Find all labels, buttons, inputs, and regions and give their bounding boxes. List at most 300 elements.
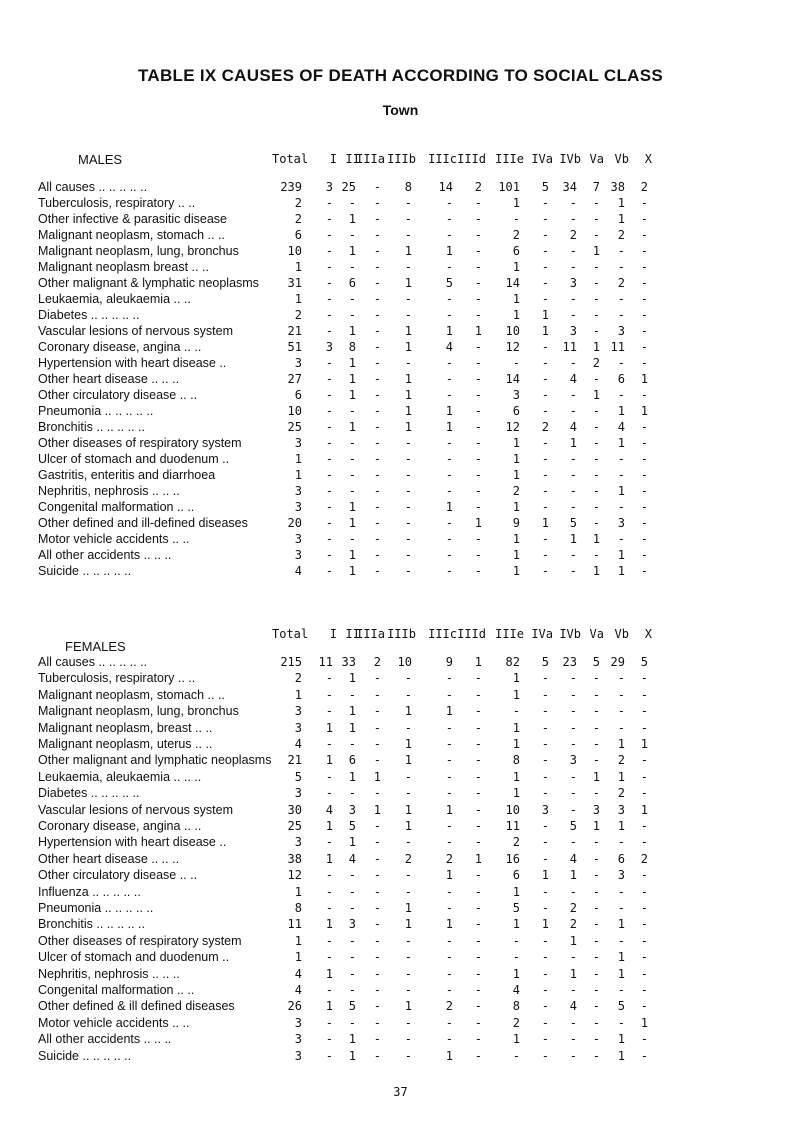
table-cell: - [404,868,412,883]
table-cell: 3 [294,835,302,850]
table-cell: - [348,933,356,948]
table-cell: - [325,452,333,466]
table-cell: - [640,671,648,686]
cause-label: Malignant neoplasm, lung, bronchus [38,244,239,258]
cause-label: Motor vehicle accidents .. .. [38,532,190,546]
table-cell: 3 [325,180,333,194]
column-header-iiic: IIIc [428,152,457,166]
table-cell: - [445,687,453,702]
table-cell: 1 [569,868,577,883]
table-cell: 21 [287,324,302,338]
table-cell: - [541,404,549,418]
table-cell: 11 [610,340,625,354]
table-cell: - [640,687,648,702]
table-cell: - [325,468,333,482]
table-cell: - [404,671,412,686]
table-cell: - [325,884,333,899]
cause-label: Tuberculosis, respiratory .. .. [38,671,196,686]
column-header-va: Va [589,627,604,641]
table-cell: 25 [287,420,302,434]
table-cell: - [404,933,412,948]
table-cell: 1 [617,950,625,965]
table-cell: - [373,687,381,702]
table-cell: 3 [569,753,577,768]
table-cell: - [474,753,482,768]
table-cell: 1 [325,917,333,932]
table-cell: - [445,260,453,274]
table-cell: - [541,532,549,546]
table-cell: 1 [617,564,625,578]
cause-label: Leukaemia, aleukaemia .. .. [38,292,191,306]
table-cell: - [445,548,453,562]
table-cell: 1 [404,404,412,418]
table-cell: - [474,292,482,306]
table-cell: - [541,212,549,226]
table-cell: 1 [617,484,625,498]
table-cell: 5 [617,999,625,1014]
table-row [0,500,801,516]
table-cell: - [373,1048,381,1063]
table-cell: 5 [512,901,520,915]
table-row [0,1016,801,1032]
cause-label: Malignant neoplasm, uterus .. .. [38,737,213,751]
table-cell: 3 [541,802,549,817]
table-cell: - [373,372,381,386]
table-cell: - [404,196,412,210]
table-cell: 1 [569,933,577,948]
table-cell: - [474,564,482,578]
table-cell: - [404,212,412,226]
table-cell: 1 [512,548,520,562]
table-cell: - [640,276,648,290]
table-cell: - [373,228,381,242]
table-cell: - [541,851,549,866]
table-cell: 2 [569,917,577,932]
table-cell: - [592,228,600,242]
table-cell: 1 [325,720,333,735]
table-cell: 1 [404,753,412,768]
table-cell: - [592,404,600,418]
table-cell: - [592,516,600,530]
table-cell: - [373,704,381,719]
table-cell: 10 [505,802,520,817]
table-cell: 1 [348,500,356,514]
table-cell: - [541,1048,549,1063]
table-cell: 1 [404,340,412,354]
table-cell: - [373,388,381,402]
table-cell: - [373,720,381,735]
table-cell: - [617,532,625,546]
table-cell: 2 [569,228,577,242]
column-header-i: I [329,627,337,641]
table-cell: 1 [404,276,412,290]
table-cell: 3 [617,802,625,817]
table-cell: - [592,671,600,686]
table-cell: 5 [640,655,648,669]
table-cell: 4 [325,802,333,817]
table-row [0,737,801,753]
table-cell: 1 [348,372,356,386]
table-cell: - [325,404,333,418]
table-cell: 3 [294,356,302,370]
table-cell: - [445,819,453,833]
table-cell: - [373,1032,381,1047]
table-cell: - [569,671,577,686]
table-cell: - [474,983,482,997]
table-cell: 1 [541,516,549,530]
table-cell: - [445,356,453,370]
table-cell: 25 [287,819,302,833]
table-cell: 4 [294,737,302,751]
table-cell: - [348,468,356,482]
table-cell: - [592,704,600,719]
table-cell: - [592,1015,600,1030]
cause-label: Diabetes .. .. .. .. .. [38,308,140,322]
table-cell: - [373,819,381,833]
table-row [0,753,801,769]
table-cell: 1 [617,966,625,981]
table-cell: 1 [617,769,625,784]
table-cell: - [445,720,453,735]
table-cell: - [640,966,648,981]
table-cell: - [592,983,600,997]
table-cell: 3 [512,388,520,402]
table-cell: 239 [280,180,302,194]
table-cell: 1 [445,324,453,338]
table-cell: 1 [325,753,333,768]
table-row [0,901,801,917]
table-row [0,786,801,802]
table-cell: - [474,917,482,932]
table-cell: - [592,884,600,899]
cause-label: Suicide .. .. .. .. .. [38,564,132,578]
table-cell: 2 [512,835,520,850]
table-cell: - [373,966,381,981]
table-cell: 2 [445,999,453,1014]
table-cell: 3 [294,484,302,498]
table-cell: - [404,260,412,274]
table-cell: 1 [569,436,577,450]
table-cell: - [569,835,577,850]
cause-label: Other defined and ill-defined diseases [38,516,248,530]
table-cell: - [592,292,600,306]
table-row [0,564,801,580]
table-cell: - [474,884,482,899]
cause-label: All other accidents .. .. .. [38,548,172,562]
table-row [0,967,801,983]
table-cell: - [541,564,549,578]
table-cell: - [640,868,648,883]
table-row [0,983,801,999]
table-cell: - [474,420,482,434]
table-cell: - [325,372,333,386]
table-cell: - [617,901,625,915]
table-cell: - [541,687,549,702]
table-cell: 10 [287,404,302,418]
table-cell: - [569,260,577,274]
table-cell: - [373,356,381,370]
table-cell: 5 [541,655,549,669]
table-cell: - [541,999,549,1014]
cause-label: Coronary disease, angina .. .. [38,819,202,833]
table-cell: 1 [512,786,520,801]
females-heading: FEMALES [65,639,126,654]
table-cell: 1 [404,244,412,258]
table-cell: - [474,999,482,1014]
table-cell: - [445,292,453,306]
table-cell: - [617,356,625,370]
table-cell: 9 [445,655,453,669]
table-cell: - [348,404,356,418]
table-cell: - [569,720,577,735]
table-cell: - [445,769,453,784]
table-cell: 1 [592,244,600,258]
table-cell: - [640,244,648,258]
table-cell: - [373,196,381,210]
table-cell: 1 [404,324,412,338]
table-cell: - [373,436,381,450]
table-cell: - [325,1048,333,1063]
table-cell: 6 [617,851,625,866]
table-cell: - [541,372,549,386]
table-cell: 1 [512,468,520,482]
table-cell: 4 [294,966,302,981]
table-cell: 2 [404,851,412,866]
table-cell: 11 [287,917,302,932]
table-cell: 1 [445,404,453,418]
table-cell: - [348,983,356,997]
table-cell: 1 [325,851,333,866]
table-cell: 1 [445,868,453,883]
table-cell: 1 [294,260,302,274]
table-row [0,852,801,868]
table-cell: 1 [640,372,648,386]
table-cell: 4 [294,564,302,578]
cause-label: Vascular lesions of nervous system [38,324,233,338]
table-cell: - [325,769,333,784]
table-cell: - [373,753,381,768]
table-cell: - [569,687,577,702]
table-cell: 1 [325,966,333,981]
table-cell: - [541,1032,549,1047]
table-cell: - [373,737,381,751]
cause-label: Other infective & parasitic disease [38,212,227,226]
table-row [0,770,801,786]
table-cell: - [569,1015,577,1030]
table-cell: - [640,884,648,899]
table-cell: - [617,671,625,686]
table-cell: - [373,452,381,466]
table-cell: 1 [512,917,520,932]
table-cell: 1 [512,292,520,306]
table-cell: - [592,196,600,210]
table-cell: - [592,436,600,450]
table-cell: - [640,356,648,370]
table-cell: - [325,196,333,210]
table-cell: - [617,308,625,322]
table-cell: 12 [505,340,520,354]
cause-label: Gastritis, enteritis and diarrhoea [38,468,216,482]
table-cell: 3 [617,868,625,883]
table-row [0,1032,801,1048]
table-cell: - [541,196,549,210]
table-cell: - [592,372,600,386]
table-cell: 1 [404,901,412,915]
cause-label: Other circulatory disease .. .. [38,868,198,883]
table-cell: 3 [294,1032,302,1047]
table-cell: - [325,704,333,719]
table-cell: 2 [569,901,577,915]
table-cell: 25 [341,180,356,194]
table-cell: - [404,884,412,899]
table-cell: - [373,308,381,322]
table-cell: 1 [325,999,333,1014]
table-cell: - [512,356,520,370]
table-cell: 3 [294,1048,302,1063]
table-cell: - [474,452,482,466]
table-cell: 1 [474,655,482,669]
table-cell: - [569,564,577,578]
table-cell: - [445,388,453,402]
table-cell: - [592,687,600,702]
table-cell: - [640,420,648,434]
table-cell: 1 [348,244,356,258]
table-cell: - [325,500,333,514]
table-cell: - [404,484,412,498]
table-cell: - [373,671,381,686]
table-cell: - [445,737,453,751]
table-cell: - [404,308,412,322]
table-cell: 1 [592,532,600,546]
table-cell: - [474,868,482,883]
column-header-ivb: IVb [559,627,581,641]
table-row [0,819,801,835]
table-cell: - [348,737,356,751]
table-cell: - [445,196,453,210]
table-cell: - [592,484,600,498]
table-cell: 1 [617,196,625,210]
table-cell: - [569,1032,577,1047]
table-cell: 1 [445,704,453,719]
table-cell: - [373,260,381,274]
table-cell: - [445,1032,453,1047]
table-cell: 1 [404,388,412,402]
table-cell: - [541,933,549,948]
table-cell: 1 [348,420,356,434]
table-cell: 14 [438,180,453,194]
table-cell: - [592,1048,600,1063]
table-cell: 3 [294,548,302,562]
table-cell: 8 [404,180,412,194]
table-cell: - [640,753,648,768]
table-cell: - [474,212,482,226]
table-cell: - [569,884,577,899]
cause-label: Congenital malformation .. .. [38,983,195,997]
table-cell: - [373,1015,381,1030]
table-cell: 1 [404,737,412,751]
table-cell: - [474,901,482,915]
table-cell: - [404,687,412,702]
table-cell: - [348,966,356,981]
table-cell: - [348,868,356,883]
table-cell: 1 [404,420,412,434]
table-cell: 5 [541,180,549,194]
table-cell: - [474,196,482,210]
table-cell: - [445,436,453,450]
column-header-va: Va [589,152,604,166]
table-row [0,244,801,260]
table-cell: - [541,704,549,719]
column-header-iiia: IIIa [356,627,385,641]
table-cell: 1 [541,868,549,883]
table-row [0,999,801,1015]
table-cell: 1 [512,671,520,686]
table-cell: 2 [445,851,453,866]
table-row [0,308,801,324]
table-cell: - [325,324,333,338]
table-cell: 8 [348,340,356,354]
table-cell: - [404,786,412,801]
table-cell: 10 [505,324,520,338]
table-row [0,324,801,340]
table-cell: - [640,983,648,997]
table-cell: - [373,500,381,514]
table-cell: 1 [512,966,520,981]
table-cell: - [474,950,482,965]
table-cell: 4 [294,983,302,997]
table-cell: 1 [294,950,302,965]
table-cell: - [474,260,482,274]
table-cell: 3 [294,1015,302,1030]
table-cell: - [404,452,412,466]
table-cell: 1 [348,835,356,850]
table-row [0,1049,801,1065]
table-cell: 1 [592,340,600,354]
table-cell: 1 [640,737,648,751]
table-cell: 3 [348,917,356,932]
table-cell: - [474,720,482,735]
column-header-x: X [644,627,652,641]
table-cell: 1 [592,769,600,784]
table-cell: - [541,1015,549,1030]
table-cell: - [617,835,625,850]
table-cell: - [592,999,600,1014]
table-cell: - [541,835,549,850]
table-cell: - [404,1048,412,1063]
table-cell: 1 [512,532,520,546]
table-cell: 11 [562,340,577,354]
table-cell: - [445,835,453,850]
table-cell: 1 [617,212,625,226]
table-cell: 2 [294,308,302,322]
table-cell: 3 [617,324,625,338]
cause-label: Pneumonia .. .. .. .. .. [38,404,154,418]
table-cell: - [325,933,333,948]
table-cell: - [640,532,648,546]
table-cell: - [348,532,356,546]
table-cell: 14 [505,276,520,290]
table-cell: - [445,532,453,546]
table-cell: 5 [348,819,356,833]
table-cell: 1 [348,388,356,402]
table-cell: - [348,452,356,466]
table-cell: 8 [512,999,520,1014]
cause-label: Diabetes .. .. .. .. .. [38,786,140,801]
table-cell: - [541,452,549,466]
table-cell: - [373,244,381,258]
table-cell: - [373,933,381,948]
table-cell: - [404,436,412,450]
